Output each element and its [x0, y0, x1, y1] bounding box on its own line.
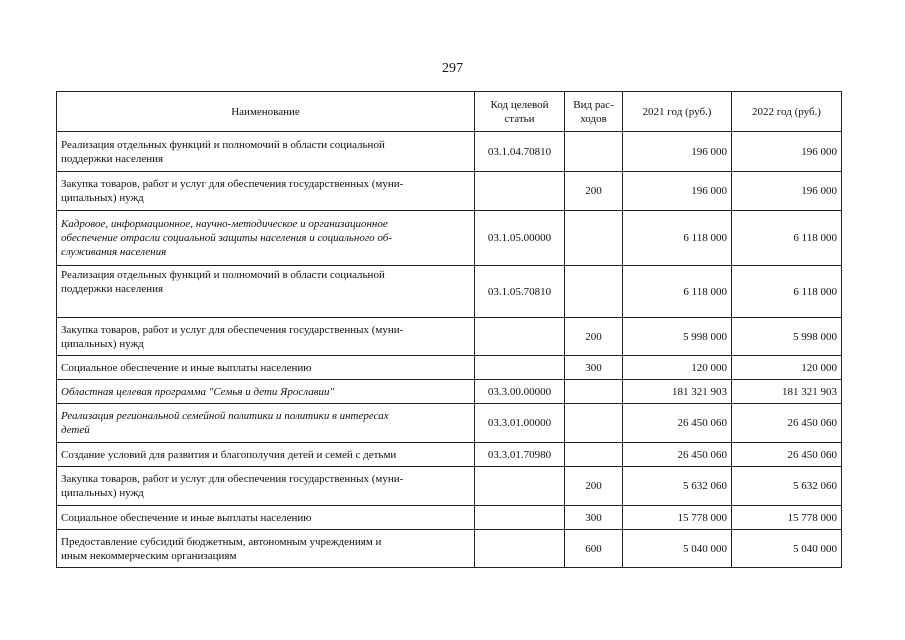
row-code: 03.1.05.70810	[475, 266, 565, 318]
row-2022: 26 450 060	[732, 443, 842, 467]
row-2021: 5 040 000	[623, 530, 732, 568]
row-name: Закупка товаров, работ и услуг для обеспечения государственных (муни- ципальных) нужд	[57, 172, 475, 211]
table-row	[57, 443, 842, 467]
header-name: Наименование	[57, 92, 475, 132]
row-2022: 5 040 000	[732, 530, 842, 568]
row-2021: 120 000	[623, 356, 732, 380]
header-2021: 2021 год (руб.)	[623, 92, 732, 132]
row-2022: 5 632 060	[732, 467, 842, 506]
row-code: 03.3.01.70980	[475, 443, 565, 467]
row-type	[565, 404, 623, 443]
row-type: 300	[565, 506, 623, 530]
row-code	[475, 172, 565, 211]
row-2022: 6 118 000	[732, 266, 842, 318]
row-code	[475, 467, 565, 506]
header-2022: 2022 год (руб.)	[732, 92, 842, 132]
row-name: Предоставление субсидий бюджетным, автономным учреждениям и иным некоммерческим организациям	[57, 530, 475, 568]
row-2022: 5 998 000	[732, 318, 842, 356]
table-row	[57, 404, 842, 443]
row-name: Реализация отдельных функций и полномочий в области социальной поддержки населения	[57, 266, 475, 318]
row-name: Областная целевая программа "Семья и дети Ярославии"	[57, 380, 475, 404]
row-2021: 181 321 903	[623, 380, 732, 404]
row-2022: 15 778 000	[732, 506, 842, 530]
table-row	[57, 266, 842, 318]
row-name: Социальное обеспечение и иные выплаты населению	[57, 506, 475, 530]
row-2022: 6 118 000	[732, 211, 842, 266]
row-type	[565, 132, 623, 172]
table-header-row	[57, 92, 842, 132]
row-name: Закупка товаров, работ и услуг для обеспечения государственных (муни- ципальных) нужд	[57, 318, 475, 356]
table-row	[57, 530, 842, 568]
header-code: Код целевой статьи	[475, 92, 565, 132]
row-code	[475, 506, 565, 530]
row-name: Реализация региональной семейной политики и политики в интересах детей	[57, 404, 475, 443]
row-code: 03.3.01.00000	[475, 404, 565, 443]
row-type	[565, 266, 623, 318]
row-2021: 196 000	[623, 172, 732, 211]
row-2022: 196 000	[732, 132, 842, 172]
table-row	[57, 172, 842, 211]
row-2022: 26 450 060	[732, 404, 842, 443]
row-2021: 6 118 000	[623, 211, 732, 266]
row-2021: 26 450 060	[623, 443, 732, 467]
row-2022: 120 000	[732, 356, 842, 380]
row-type: 200	[565, 318, 623, 356]
row-name: Социальное обеспечение и иные выплаты населению	[57, 356, 475, 380]
row-type	[565, 443, 623, 467]
row-name: Закупка товаров, работ и услуг для обеспечения государственных (муни- ципальных) нужд	[57, 467, 475, 506]
row-code	[475, 530, 565, 568]
row-code: 03.1.04.70810	[475, 132, 565, 172]
table-row	[57, 318, 842, 356]
row-2021: 196 000	[623, 132, 732, 172]
row-2021: 5 632 060	[623, 467, 732, 506]
row-type: 600	[565, 530, 623, 568]
row-2021: 26 450 060	[623, 404, 732, 443]
row-code	[475, 318, 565, 356]
header-type: Вид рас- ходов	[565, 92, 623, 132]
page-number: 297	[442, 61, 463, 76]
row-type: 200	[565, 172, 623, 211]
table-row	[57, 356, 842, 380]
row-code	[475, 356, 565, 380]
row-code: 03.3.00.00000	[475, 380, 565, 404]
row-name: Создание условий для развития и благополучия детей и семей с детьми	[57, 443, 475, 467]
row-2022: 181 321 903	[732, 380, 842, 404]
table-row	[57, 380, 842, 404]
budget-table	[56, 91, 842, 568]
row-type: 200	[565, 467, 623, 506]
row-2021: 15 778 000	[623, 506, 732, 530]
row-type	[565, 380, 623, 404]
row-type	[565, 211, 623, 266]
table-row	[57, 132, 842, 172]
row-2021: 6 118 000	[623, 266, 732, 318]
row-2022: 196 000	[732, 172, 842, 211]
table-row	[57, 211, 842, 266]
row-2021: 5 998 000	[623, 318, 732, 356]
row-name: Кадровое, информационное, научно-методическое и организационное обеспечение отрасли социальной защиты населения и социального об- служивания населения	[57, 211, 475, 266]
table-row	[57, 506, 842, 530]
row-code: 03.1.05.00000	[475, 211, 565, 266]
row-type: 300	[565, 356, 623, 380]
table-row	[57, 467, 842, 506]
row-name: Реализация отдельных функций и полномочий в области социальной поддержки населения	[57, 132, 475, 172]
